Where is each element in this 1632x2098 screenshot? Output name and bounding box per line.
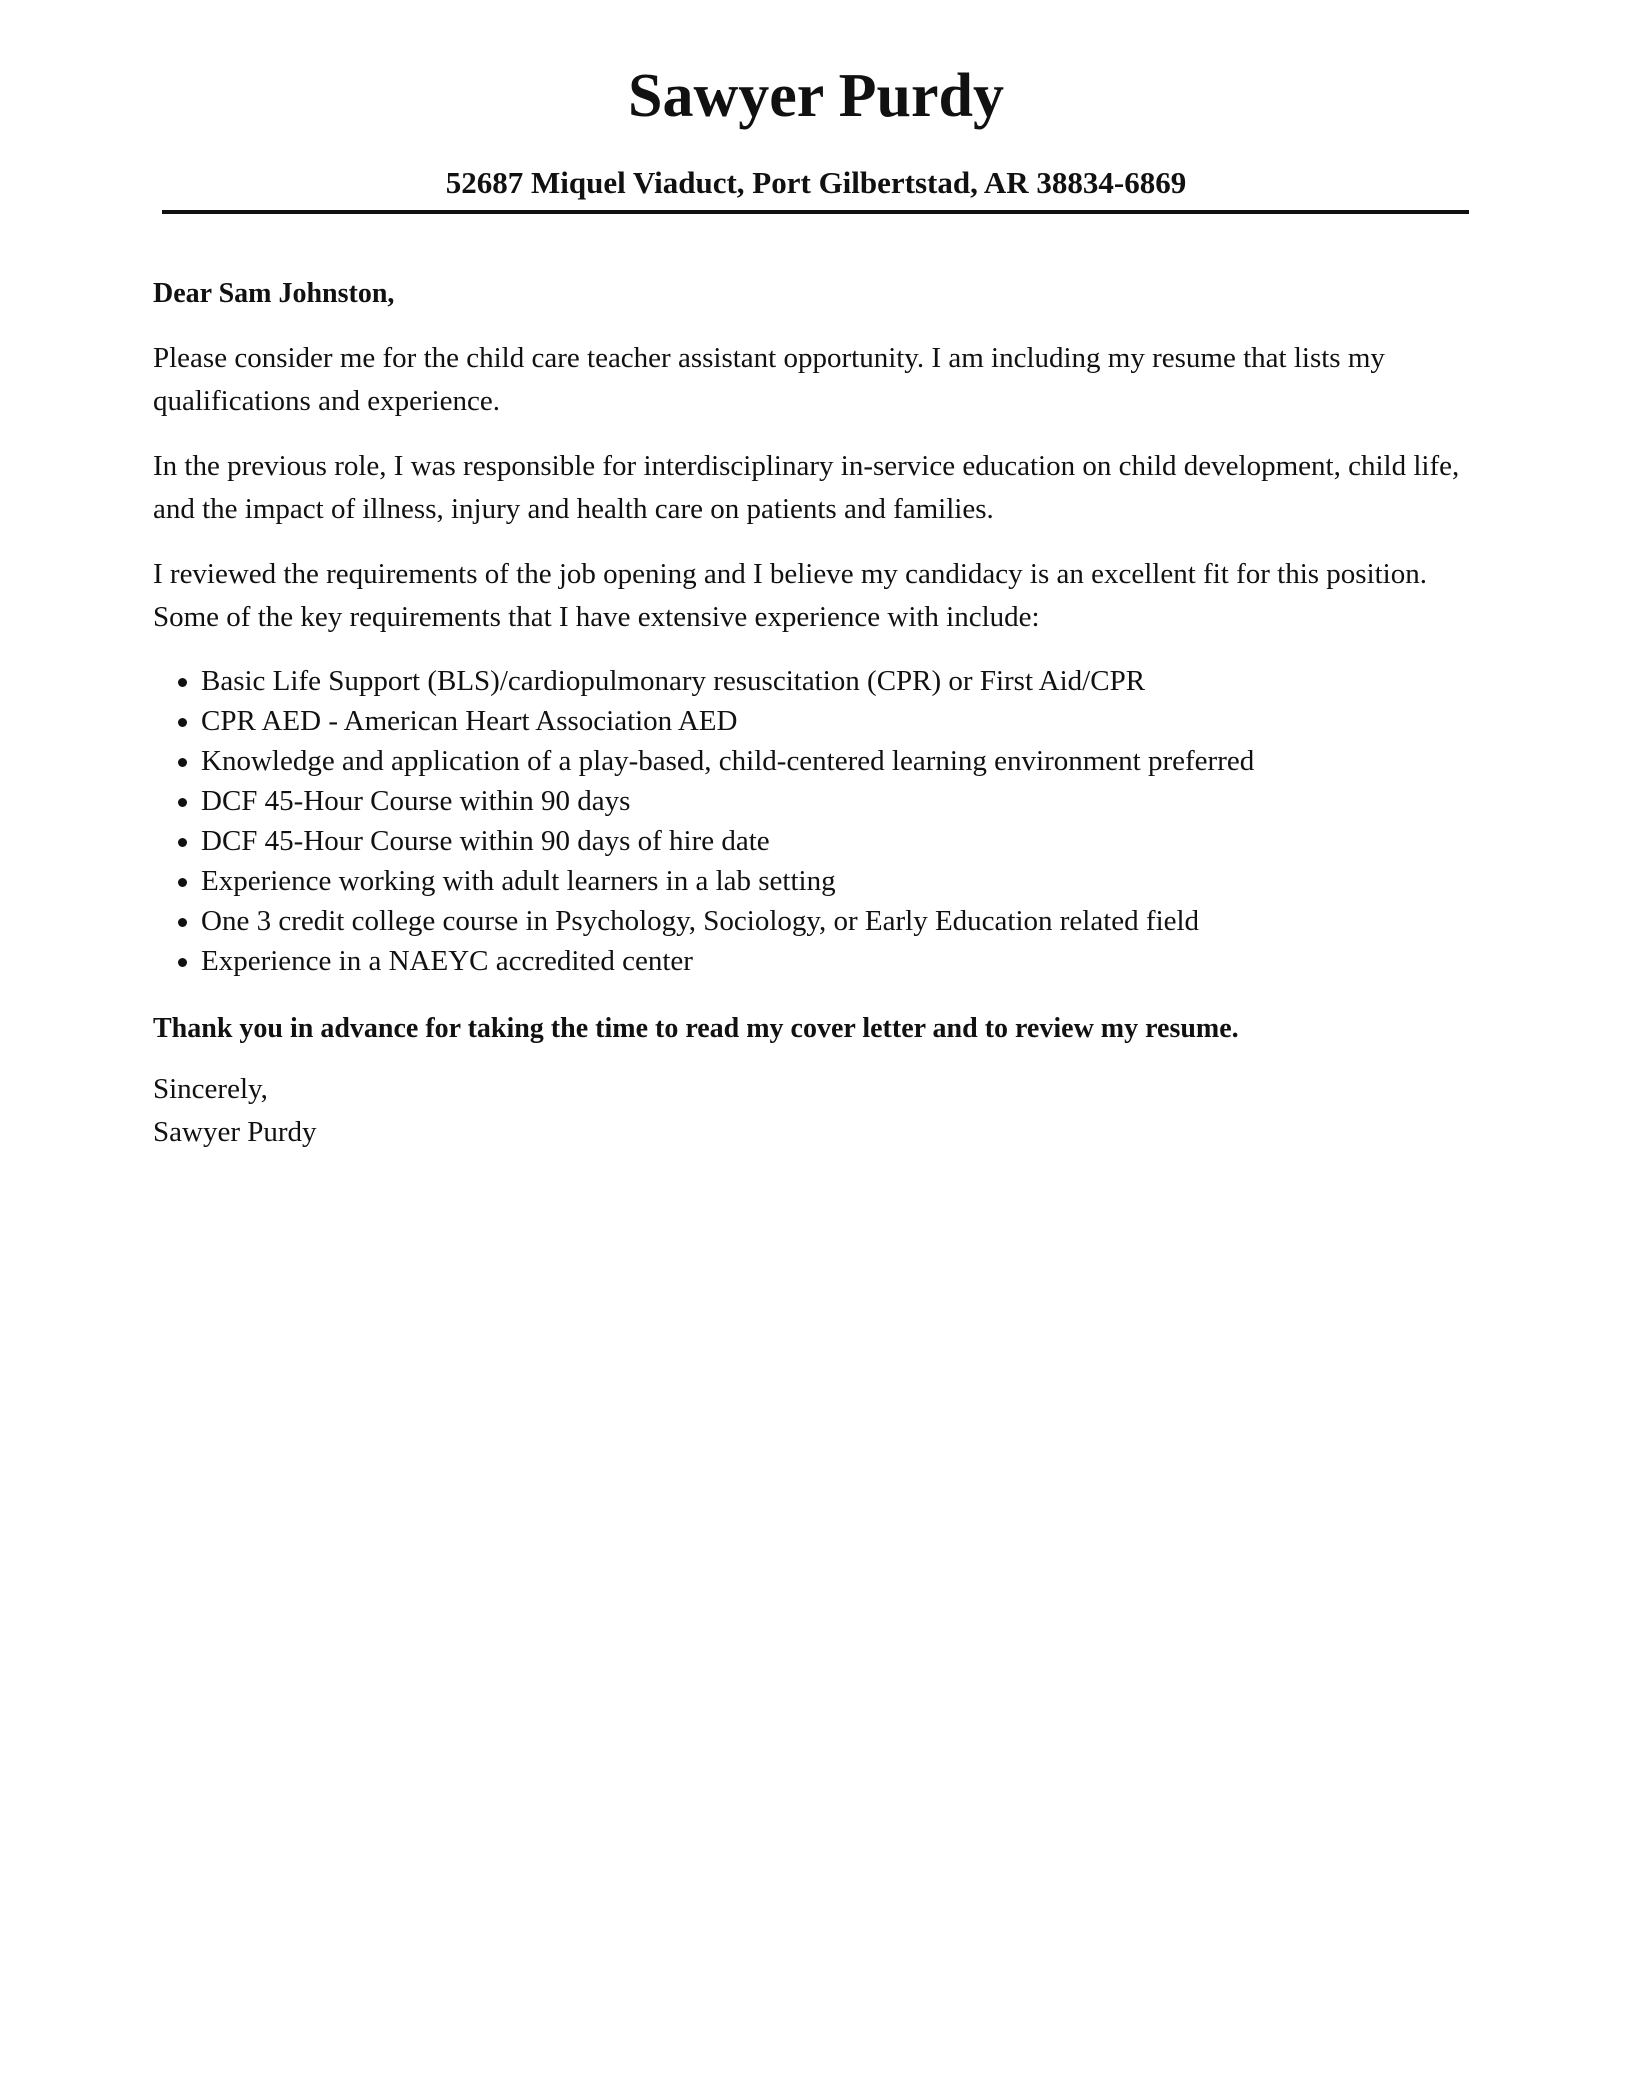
paragraph-intro: Please consider me for the child care teacher assistant opportunity. I am including my resume that lists my qualifications and experience.: [153, 342, 1385, 417]
list-item: CPR AED - American Heart Association AED: [201, 701, 1473, 741]
list-item: Experience in a NAEYC accredited center: [201, 941, 1473, 981]
list-item: Basic Life Support (BLS)/cardiopulmonary resuscitation (CPR) or First Aid/CPR: [201, 661, 1473, 701]
paragraph-requirements-intro: I reviewed the requirements of the job opening and I believe my candidacy is an excellent fit for this position. Some of the key requirements that I have extensive experience with include:: [153, 558, 1427, 633]
applicant-name: Sawyer Purdy: [627, 62, 1005, 130]
list-item: DCF 45-Hour Course within 90 days of hire date: [201, 821, 1473, 861]
thank-you-line: Thank you in advance for taking the time to read my cover letter and to review my resume.: [153, 1013, 1239, 1044]
list-item: Knowledge and application of a play-based, child-centered learning environment preferred: [201, 741, 1473, 781]
paragraph-previous-role: In the previous role, I was responsible for interdisciplinary in-service education on child development, child life, and the impact of illness, injury and health care on patients and families.: [153, 450, 1460, 525]
requirements-list: [153, 661, 1473, 981]
signature: Sawyer Purdy: [153, 1116, 317, 1148]
header-divider: [162, 210, 1469, 214]
list-item: One 3 credit college course in Psychology, Sociology, or Early Education related field: [201, 901, 1473, 941]
list-item: Experience working with adult learners in a lab setting: [201, 861, 1473, 901]
applicant-address: 52687 Miquel Viaduct, Port Gilbertstad, AR 38834-6869: [445, 165, 1187, 200]
letter-body: [153, 272, 1473, 1154]
salutation: Dear Sam Johnston,: [153, 278, 395, 309]
closing: Sincerely,: [153, 1073, 268, 1105]
list-item: DCF 45-Hour Course within 90 days: [201, 781, 1473, 821]
